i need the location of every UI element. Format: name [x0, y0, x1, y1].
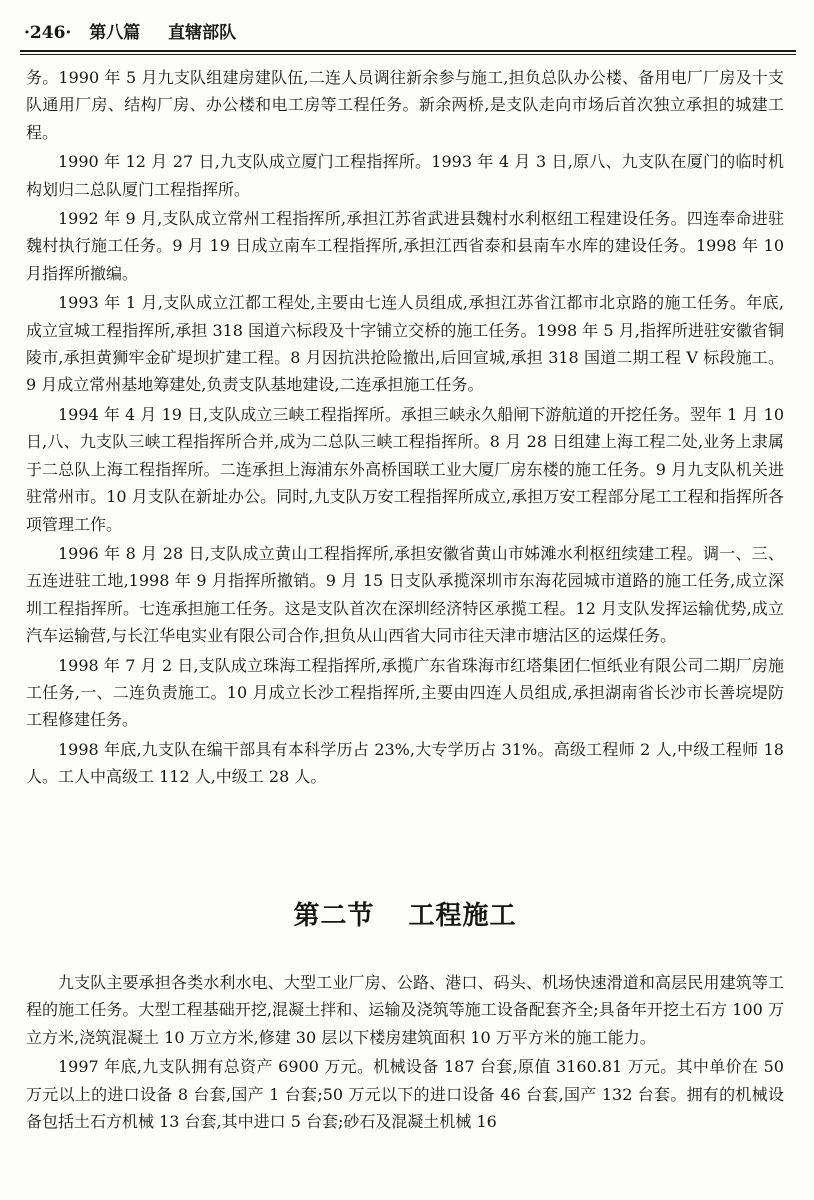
paragraph: 1998 年底,九支队在编干部具有本科学历占 23%,大专学历占 31%。高级工程师 2 人,中级工程师 18 人。工人中高级工 112 人,中级工 28 人。	[26, 739, 784, 787]
paragraph: 1992 年 9 月,支队成立常州工程指挥所,承担江苏省武进县魏村水利枢纽工程建设任务。四连奉命进驻魏村执行施工任务。9 月 19 日成立南车工程指挥所,承担江西省泰和县南车水库的建设任务。1998 年 10 月指挥所撤编。	[26, 209, 784, 283]
section-heading	[26, 895, 784, 932]
paragraph: 1998 年 7 月 2 日,支队成立珠海工程指挥所,承揽广东省珠海市红塔集团仁恒纸业有限公司二期厂房施工任务,一、二连负责施工。10 月成立长沙工程指挥所,主要由四连人员组成,承担湖南省长沙市长善垸堤防工程修建任务。	[26, 655, 784, 730]
paragraph: 1996 年 8 月 28 日,支队成立黄山工程指挥所,承担安徽省黄山市姊滩水利枢纽续建工程。调一、三、五连进驻工地,1998 年 9 月指挥所撤销。9 月 15 日支队承揽深圳市东海花园城市道路的施工任务,成立深圳工程指挥所。七连承担施工任务。这是支队首次在深圳经济特区承揽工程。12 月支队发挥运输优势,成立汽车运输营,与长江华电实业有限公司合作,担负从山西省大同市往天津市塘沽区的运煤任务。	[26, 543, 784, 646]
section-title: 工程施工	[408, 901, 517, 931]
page-number: ·246·	[24, 23, 72, 43]
paragraph: 九支队主要承担各类水利水电、大型工业厂房、公路、港口、码头、机场快速滑道和高层民用建筑等工程的施工任务。大型工程基础开挖,混凝土拌和、运输及浇筑等施工设备配套齐全;具备年开挖土石方 100 万立方米,浇筑混凝土 10 万立方米,修建 30 层以下楼房建筑面积 10 万平方米的施工能力。	[26, 973, 784, 1047]
paragraph: 务。1990 年 5 月九支队组建房建队伍,二连人员调往新余参与施工,担负总队办公楼、备用电厂厂房及十支队通用厂房、结构厂房、办公楼和电工房等工程任务。新余两桥,是支队走向市场后首次独立承担的城建工程。	[26, 68, 784, 142]
paragraph: 1997 年底,九支队拥有总资产 6900 万元。机械设备 187 台套,原值 3160.81 万元。其中单价在 50 万元以上的进口设备 8 台套,国产 1 台套;50 万元以下的进口设备 46 台套,国产 132 台套。拥有的机械设备包括土石方机械 13 台套,其中进口 5 台套;砂石及混凝土机械 16	[26, 1057, 784, 1132]
chapter-title: 直辖部队	[168, 23, 237, 43]
running-header	[24, 18, 794, 48]
paragraph: 1993 年 1 月,支队成立江都工程处,主要由七连人员组成,承担江苏省江都市北京路的施工任务。年底,成立宣城工程指挥所,承担 318 国道六标段及十字铺立交桥的施工任务。1998 年 5 月,指挥所进驻安徽省铜陵市,承担黄狮牢金矿堤坝扩建工程。8 月因抗洪抢险撤出,后回宣城,承担 318 国道二期工程 V 标段施工。9 月成立常州基地筹建处,负责支队基地建设,二连承担施工任务。	[26, 293, 784, 395]
paragraph: 1994 年 4 月 19 日,支队成立三峡工程指挥所。承担三峡永久船闸下游航道的开挖任务。翌年 1 月 10 日,八、九支队三峡工程指挥所合并,成为二总队三峡工程指挥所。8 月 28 日组建上海工程二处,业务上隶属于二总队上海工程指挥所。二连承担上海浦东外高桥国联工业大厦厂房东楼的施工任务。9 月九支队机关进驻常州市。10 月支队在新址办公。同时,九支队万安工程指挥所成立,承担万安工程部分尾工工程和指挥所各项管理工作。	[26, 404, 784, 534]
section-number: 第二节	[293, 901, 375, 931]
header-rule-thin	[20, 54, 796, 55]
section-body-text	[26, 969, 784, 1137]
paragraph: 1990 年 12 月 27 日,九支队成立厦门工程指挥所。1993 年 4 月 3 日,原八、九支队在厦门的临时机构划归二总队厦门工程指挥所。	[26, 152, 784, 199]
body-text	[26, 64, 784, 793]
chapter-label: 第八篇	[89, 23, 141, 43]
header-rule	[20, 50, 796, 52]
